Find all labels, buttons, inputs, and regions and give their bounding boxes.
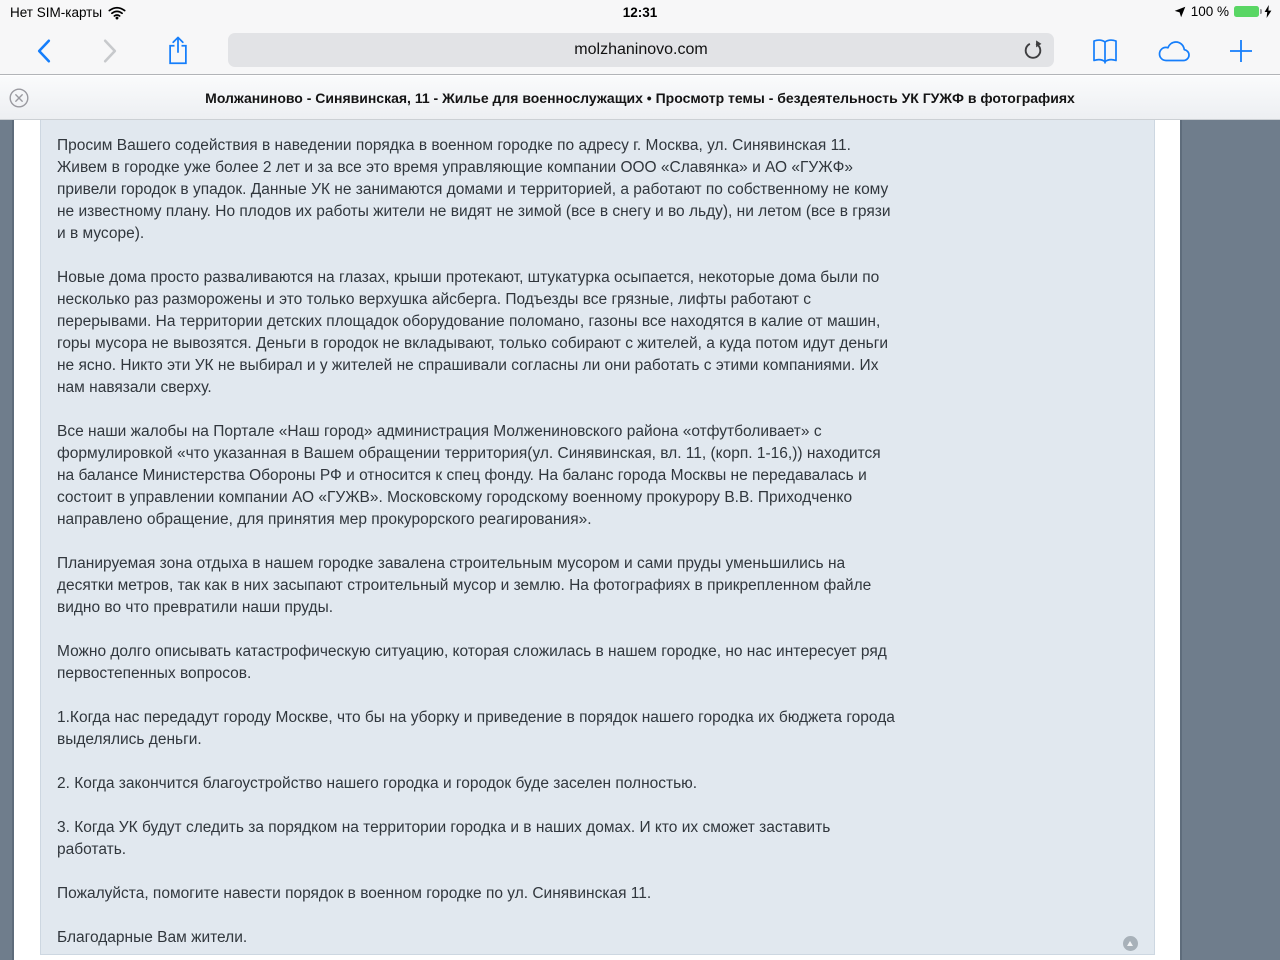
status-bar bbox=[0, 0, 1280, 26]
paragraph: 2. Когда закончится благоустройство нашего городка и городок буде заселен полностью. bbox=[57, 775, 698, 792]
url-text: molzhaninovo.com bbox=[574, 41, 708, 58]
clock: 12:31 bbox=[622, 5, 658, 20]
paragraph: 3. Когда УК будут следить за порядком на территории городка и в наших домах. И кто их сможет заставить работать. bbox=[57, 819, 831, 858]
paragraph: Новые дома просто разваливаются на глазах, крыши протекают, штукатурка осыпается, некоторые дома были по несколько раз разморожены и это только верхушка айсберга. Подъезды все грязные, лифты работают с перерывами. На территории детских площадок оборудование поломано, газоны все находятся в калие от машин, горы мусора не вывозятся. Деньги в городок не вкладывают, только собирают с жителей, а куда потом идут деньги не ясно. Никто эти УК не выбирал и у жителей не спрашивали согласны ли они работать с этими компаниями. Их нам навязали сверху. bbox=[57, 269, 889, 396]
carrier-label: Нет SIM-карты bbox=[10, 5, 103, 20]
icloud-tabs-icon[interactable] bbox=[1154, 39, 1196, 65]
paragraph: Просим Вашего содействия в наведении порядка в военном городке по адресу г. Москва, ул. Синявинская 11. Живем в городке уже более 2 лет и за все это время управляющие компании ООО «Славянка» и АО «ГУЖФ» привели городок в упадок. Данные УК не занимаются домами и территорией, а работают по собственному не кому не известному плану. Но плодов их работы жители не видят не зимой (все в снегу и во льду), ни летом (все в грязи и в мусоре). bbox=[57, 137, 891, 242]
address-bar[interactable] bbox=[228, 33, 1054, 67]
active-tab[interactable] bbox=[0, 76, 1280, 119]
share-button[interactable] bbox=[164, 34, 192, 68]
paragraph: Можно долго описывать катастрофическую ситуацию, которая сложилась в нашем городке, но нас интересует ряд первостепенных вопросов. bbox=[57, 643, 887, 682]
paragraph: Пожалуйста, помогите навести порядок в военном городке по ул. Синявинская 11. bbox=[57, 885, 652, 902]
forward-button[interactable] bbox=[98, 37, 124, 65]
paragraph: Благодарные Вам жители. bbox=[57, 929, 248, 946]
tab-title: Молжаниново - Синявинская, 11 - Жилье для военнослужащих • Просмотр темы - бездеятельность УК ГУЖФ в фотографиях bbox=[205, 89, 1075, 106]
charging-bolt-icon bbox=[1264, 5, 1272, 18]
post-body-panel bbox=[40, 120, 1155, 955]
paragraph: 1.Когда нас передадут городу Москве, что бы на уборку и приведение в порядок нашего городка их бюджета города выделялись деньги. bbox=[57, 709, 895, 748]
page-viewport[interactable] bbox=[0, 120, 1280, 960]
close-tab-icon[interactable] bbox=[8, 87, 30, 109]
back-to-top-icon[interactable] bbox=[1123, 936, 1138, 951]
browser-toolbar bbox=[0, 26, 1280, 75]
back-button[interactable] bbox=[32, 37, 58, 65]
forum-page-container bbox=[14, 120, 1180, 960]
tab-bar bbox=[0, 76, 1280, 120]
new-tab-icon[interactable] bbox=[1226, 37, 1256, 65]
battery-percent: 100 % bbox=[1190, 4, 1229, 19]
paragraph: Планируемая зона отдыха в нашем городке завалена строительным мусором и сами пруды уменьшились на десятки метров, так как в них засыпают строительный мусор и землю. На фотографиях в прикрепленном файле видно во что превратили наши пруды. bbox=[57, 555, 872, 616]
bookmarks-icon[interactable] bbox=[1088, 37, 1122, 65]
paragraph: Все наши жалобы на Портале «Наш город» администрация Молжениновского района «отфутболивает» с формулировкой «что указанная в Вашем обращении территория(ул. Синявинская, вл. 11, (корп. 1-16,)) находится на балансе Министерства Обороны РФ и относится к спец фонду. На баланс города Москвы не передавалась и состоит в управлении компании АО «ГУЖВ». Московскому городскому военному прокурору В.В. Приходченко направлено обращение, для принятия мер прокурорского реагирования». bbox=[57, 423, 881, 528]
post-text bbox=[41, 120, 917, 949]
reload-icon[interactable] bbox=[1022, 39, 1044, 61]
battery-icon bbox=[1234, 6, 1259, 17]
location-arrow-icon bbox=[1174, 6, 1186, 18]
